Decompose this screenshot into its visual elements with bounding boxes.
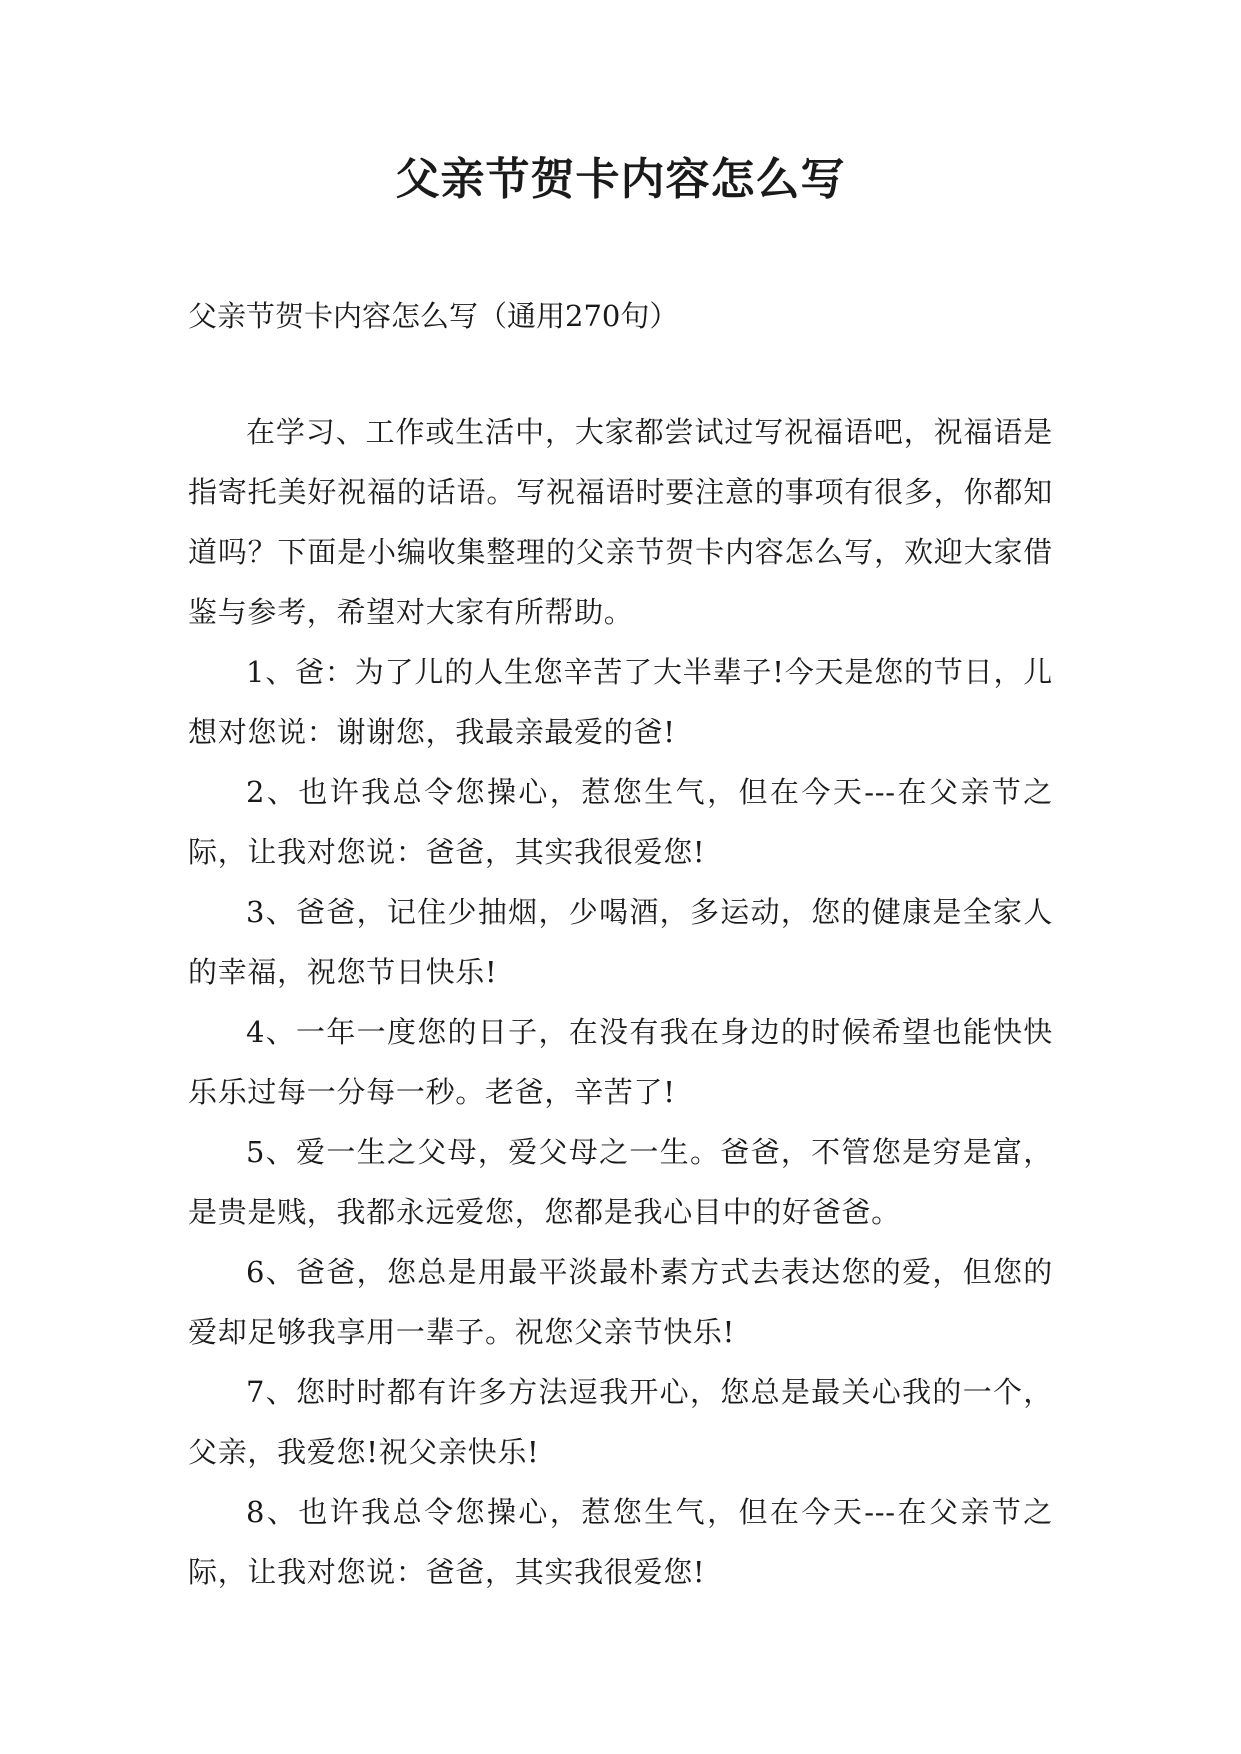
greeting-item-4: 4、一年一度您的日子，在没有我在身边的时候希望也能快快乐乐过每一分每一秒。老爸，辛苦了! (188, 1015, 1053, 1109)
document-body (188, 402, 1053, 1602)
greeting-item-5: 5、爱一生之父母，爱父母之一生。爸爸，不管您是穷是富，是贵是贱，我都永远爱您，您都是我心目中的好爸爸。 (188, 1135, 1053, 1229)
greeting-item-6: 6、爸爸，您总是用最平淡最朴素方式去表达您的爱，但您的爱却足够我享用一辈子。祝您父亲节快乐! (188, 1255, 1053, 1349)
greeting-item-7: 7、您时时都有许多方法逗我开心，您总是最关心我的一个，父亲，我爱您!祝父亲快乐! (188, 1375, 1053, 1469)
greeting-item-1: 1、爸：为了儿的人生您辛苦了大半辈子!今天是您的节日，儿想对您说：谢谢您，我最亲最爱的爸! (188, 655, 1053, 749)
intro-paragraph: 在学习、工作或生活中，大家都尝试过写祝福语吧，祝福语是指寄托美好祝福的话语。写祝福语时要注意的事项有很多，你都知道吗？下面是小编收集整理的父亲节贺卡内容怎么写，欢迎大家借鉴与参考，希望对大家有所帮助。 (188, 415, 1053, 629)
greeting-item-3: 3、爸爸，记住少抽烟，少喝酒，多运动，您的健康是全家人的幸福，祝您节日快乐! (188, 895, 1053, 989)
document-title: 父亲节贺卡内容怎么写 (395, 154, 846, 205)
document-subtitle: 父亲节贺卡内容怎么写（通用270句） (188, 299, 679, 333)
greeting-item-2: 2、也许我总令您操心，惹您生气，但在今天---在父亲节之际，让我对您说：爸爸，其实我很爱您! (188, 775, 1053, 869)
greeting-item-8: 8、也许我总令您操心，惹您生气，但在今天---在父亲节之际，让我对您说：爸爸，其实我很爱您! (188, 1495, 1053, 1589)
